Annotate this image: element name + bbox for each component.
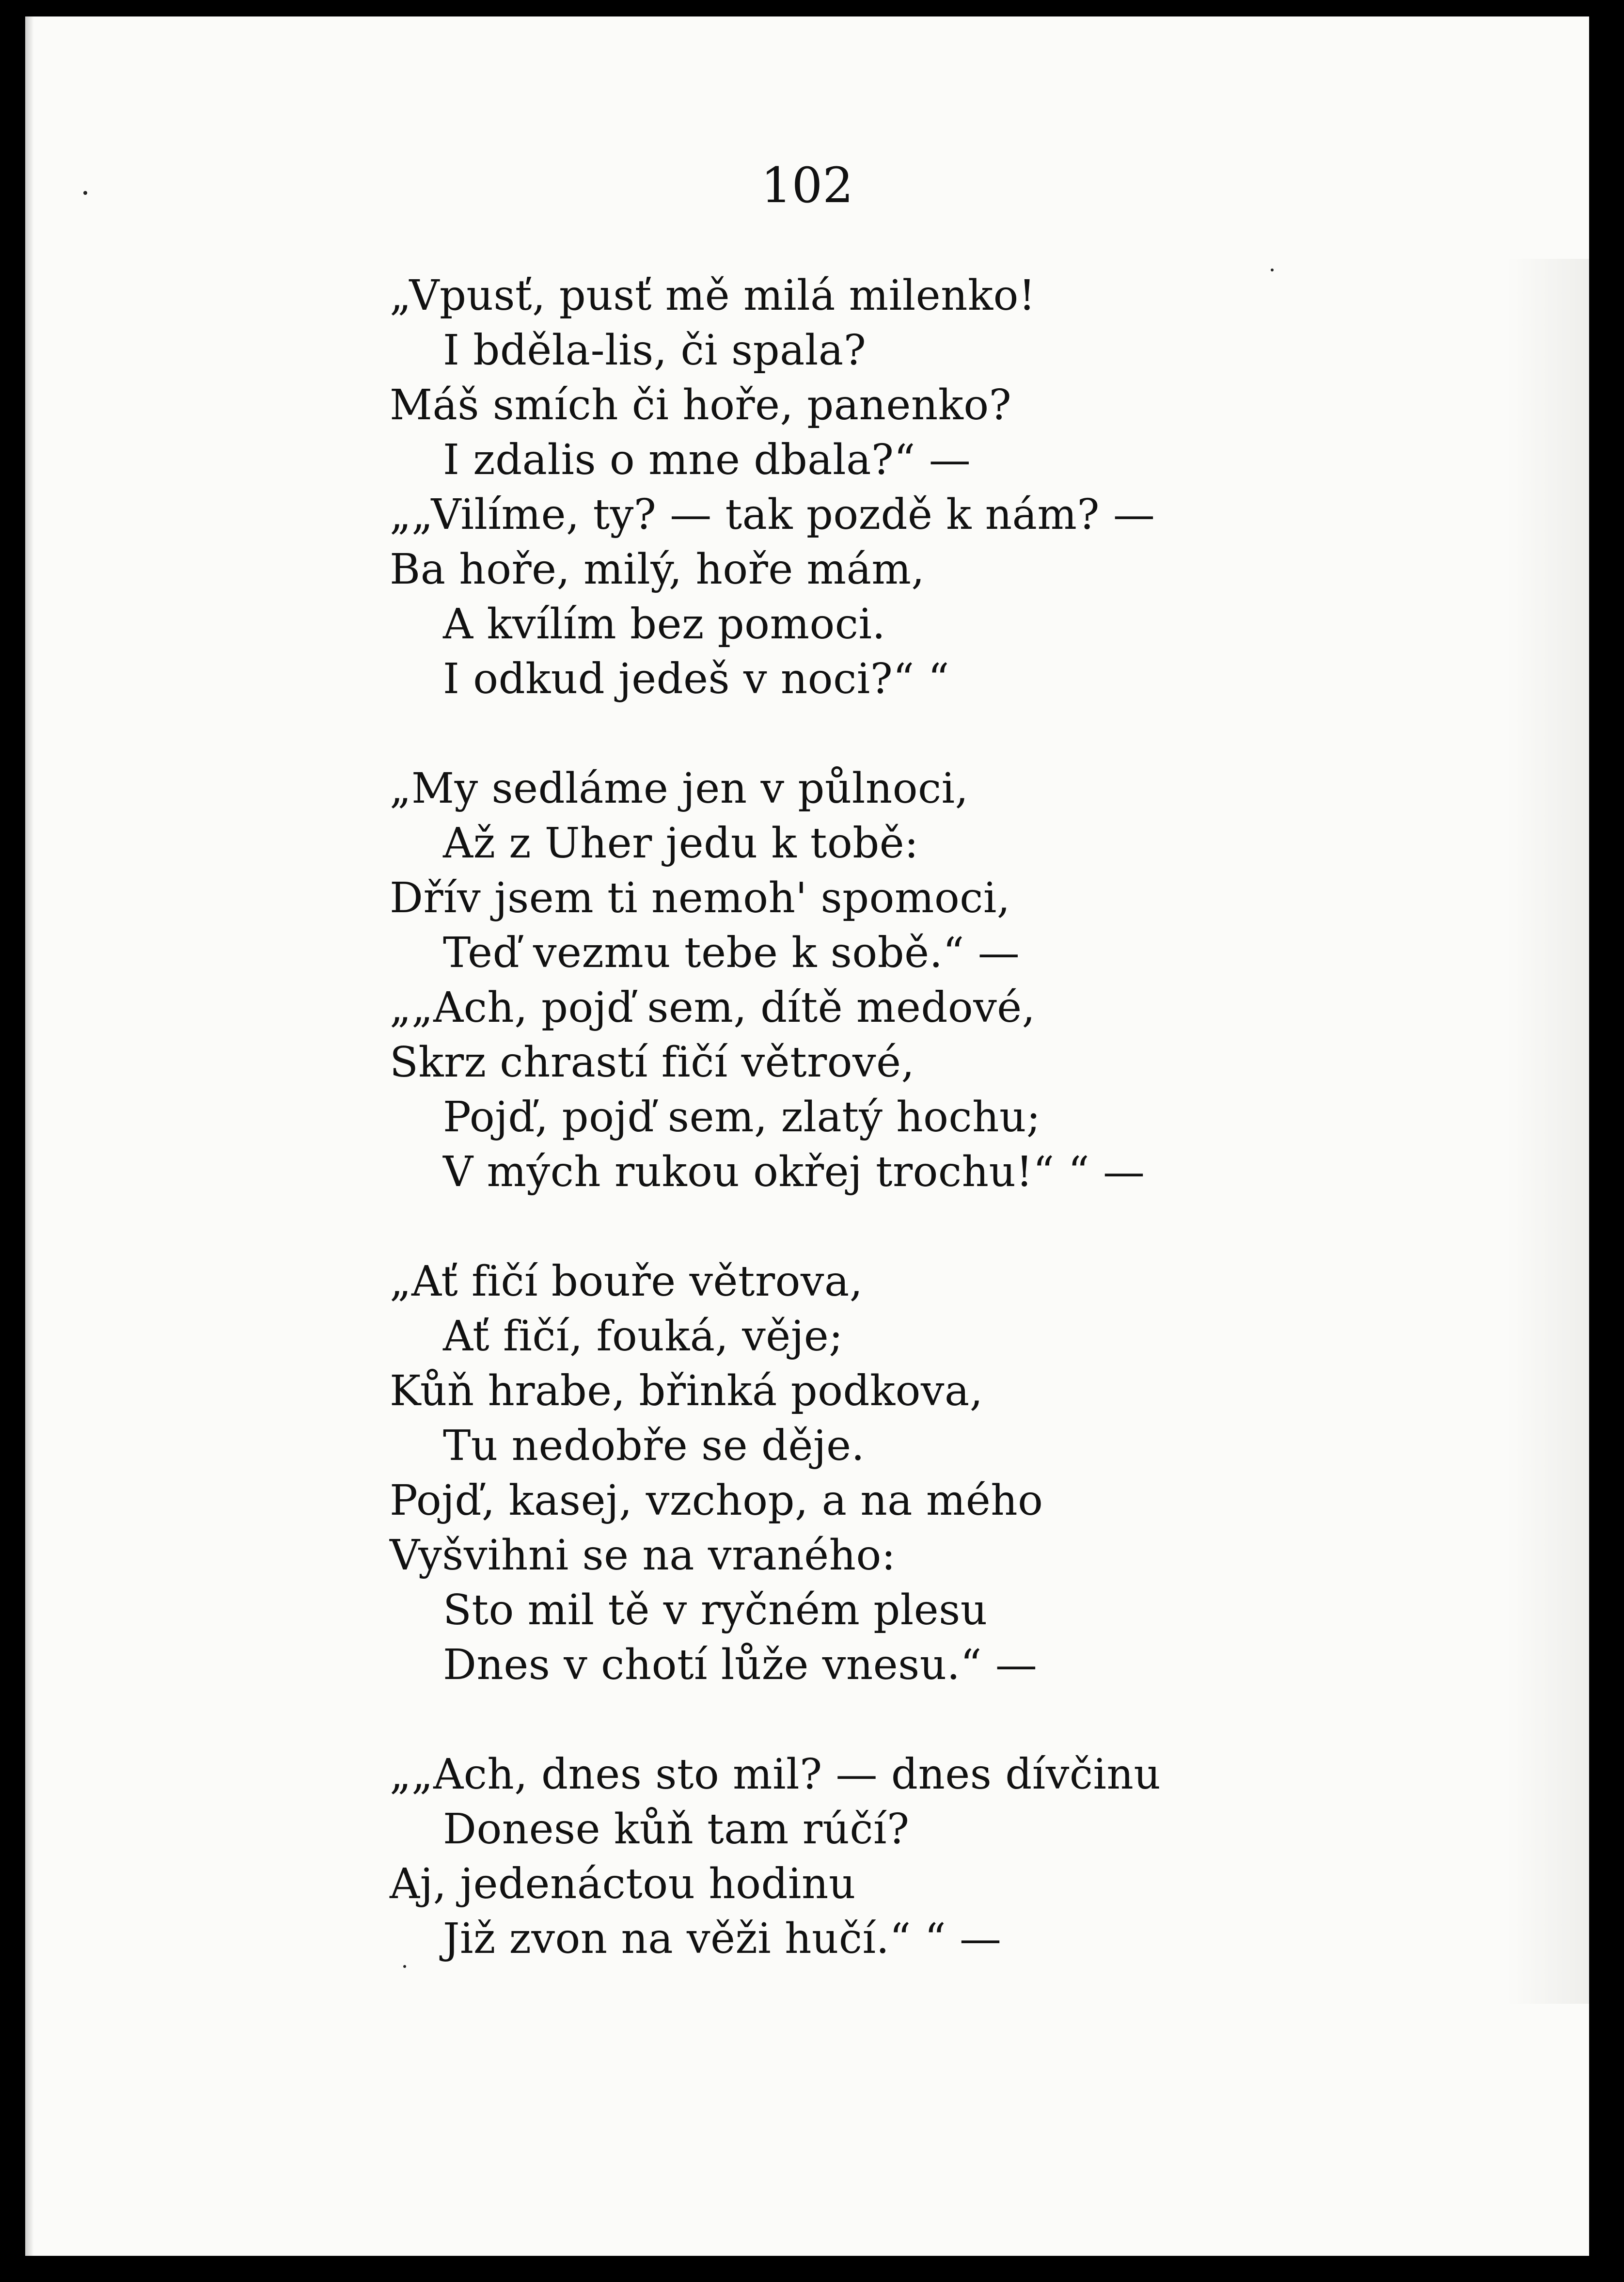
poem-line: Pojď, kasej, vzchop, a na mého [390,1476,1043,1525]
poem-line: I bděla-lis, či spala? [443,326,867,375]
poem-line: Tu nedobře se děje. [443,1422,865,1470]
print-speck [403,1965,406,1968]
print-speck [83,191,87,195]
poem-line: Sto mil tě v ryčném plesu [443,1586,988,1634]
bleed-through-shade [1507,259,1589,2004]
poem-line: Kůň hrabe, břinká podkova, [390,1367,983,1415]
stanza [390,761,1161,1200]
poem-line: „„Ach, dnes sto mil? — dnes dívčinu [390,1750,1161,1799]
poem-line: Donese kůň tam rúčí? [443,1805,910,1854]
book-page [25,16,1589,2256]
poem-line: „„Ach, pojď sem, dítě medové, [390,983,1036,1032]
poem-line: „My sedláme jen v půlnoci, [390,764,969,813]
poem-text [390,269,1161,2021]
poem-line: I odkud jedeš v noci?“ “ [443,655,950,703]
poem-line: Ať fičí, fouká, věje; [443,1312,843,1361]
poem-line: „Vpusť, pusť mě milá milenko! [390,271,1036,320]
poem-line: Skrz chrastí fičí větrové, [390,1038,915,1087]
page-number: 102 [761,157,853,214]
poem-line: I zdalis o mne dbala?“ — [443,436,971,484]
poem-line: Aj, jedenáctou hodinu [390,1860,856,1908]
poem-line: Teď vezmu tebe k sobě.“ — [443,929,1020,977]
poem-line: A kvílím bez pomoci. [443,600,886,649]
poem-line: Až z Uher jedu k tobě: [443,819,919,868]
poem-line: Dřív jsem ti nemoh' spomoci, [390,874,1010,922]
page-edge-shadow [25,16,34,2256]
poem-line: „„Vilíme, ty? — tak pozdě k nám? — [390,491,1155,539]
poem-line: Dnes v chotí lůže vnesu.“ — [443,1641,1038,1689]
poem-line: Pojď, pojď sem, zlatý hochu; [443,1093,1041,1141]
poem-line: Vyšvihni se na vraného: [390,1531,896,1580]
stanza [390,1747,1161,1966]
poem-line: Ba hoře, milý, hoře mám, [390,545,925,594]
stanza [390,269,1161,707]
poem-line: Již zvon na věži hučí.“ “ — [443,1915,1002,1963]
poem-line: Máš smích či hoře, panenko? [390,381,1012,429]
poem-line: V mých rukou okřej trochu!“ “ — [443,1148,1145,1196]
stanza [390,1254,1161,1693]
poem-line: „Ať fičí bouře větrova, [390,1257,863,1306]
print-speck [1271,269,1274,271]
